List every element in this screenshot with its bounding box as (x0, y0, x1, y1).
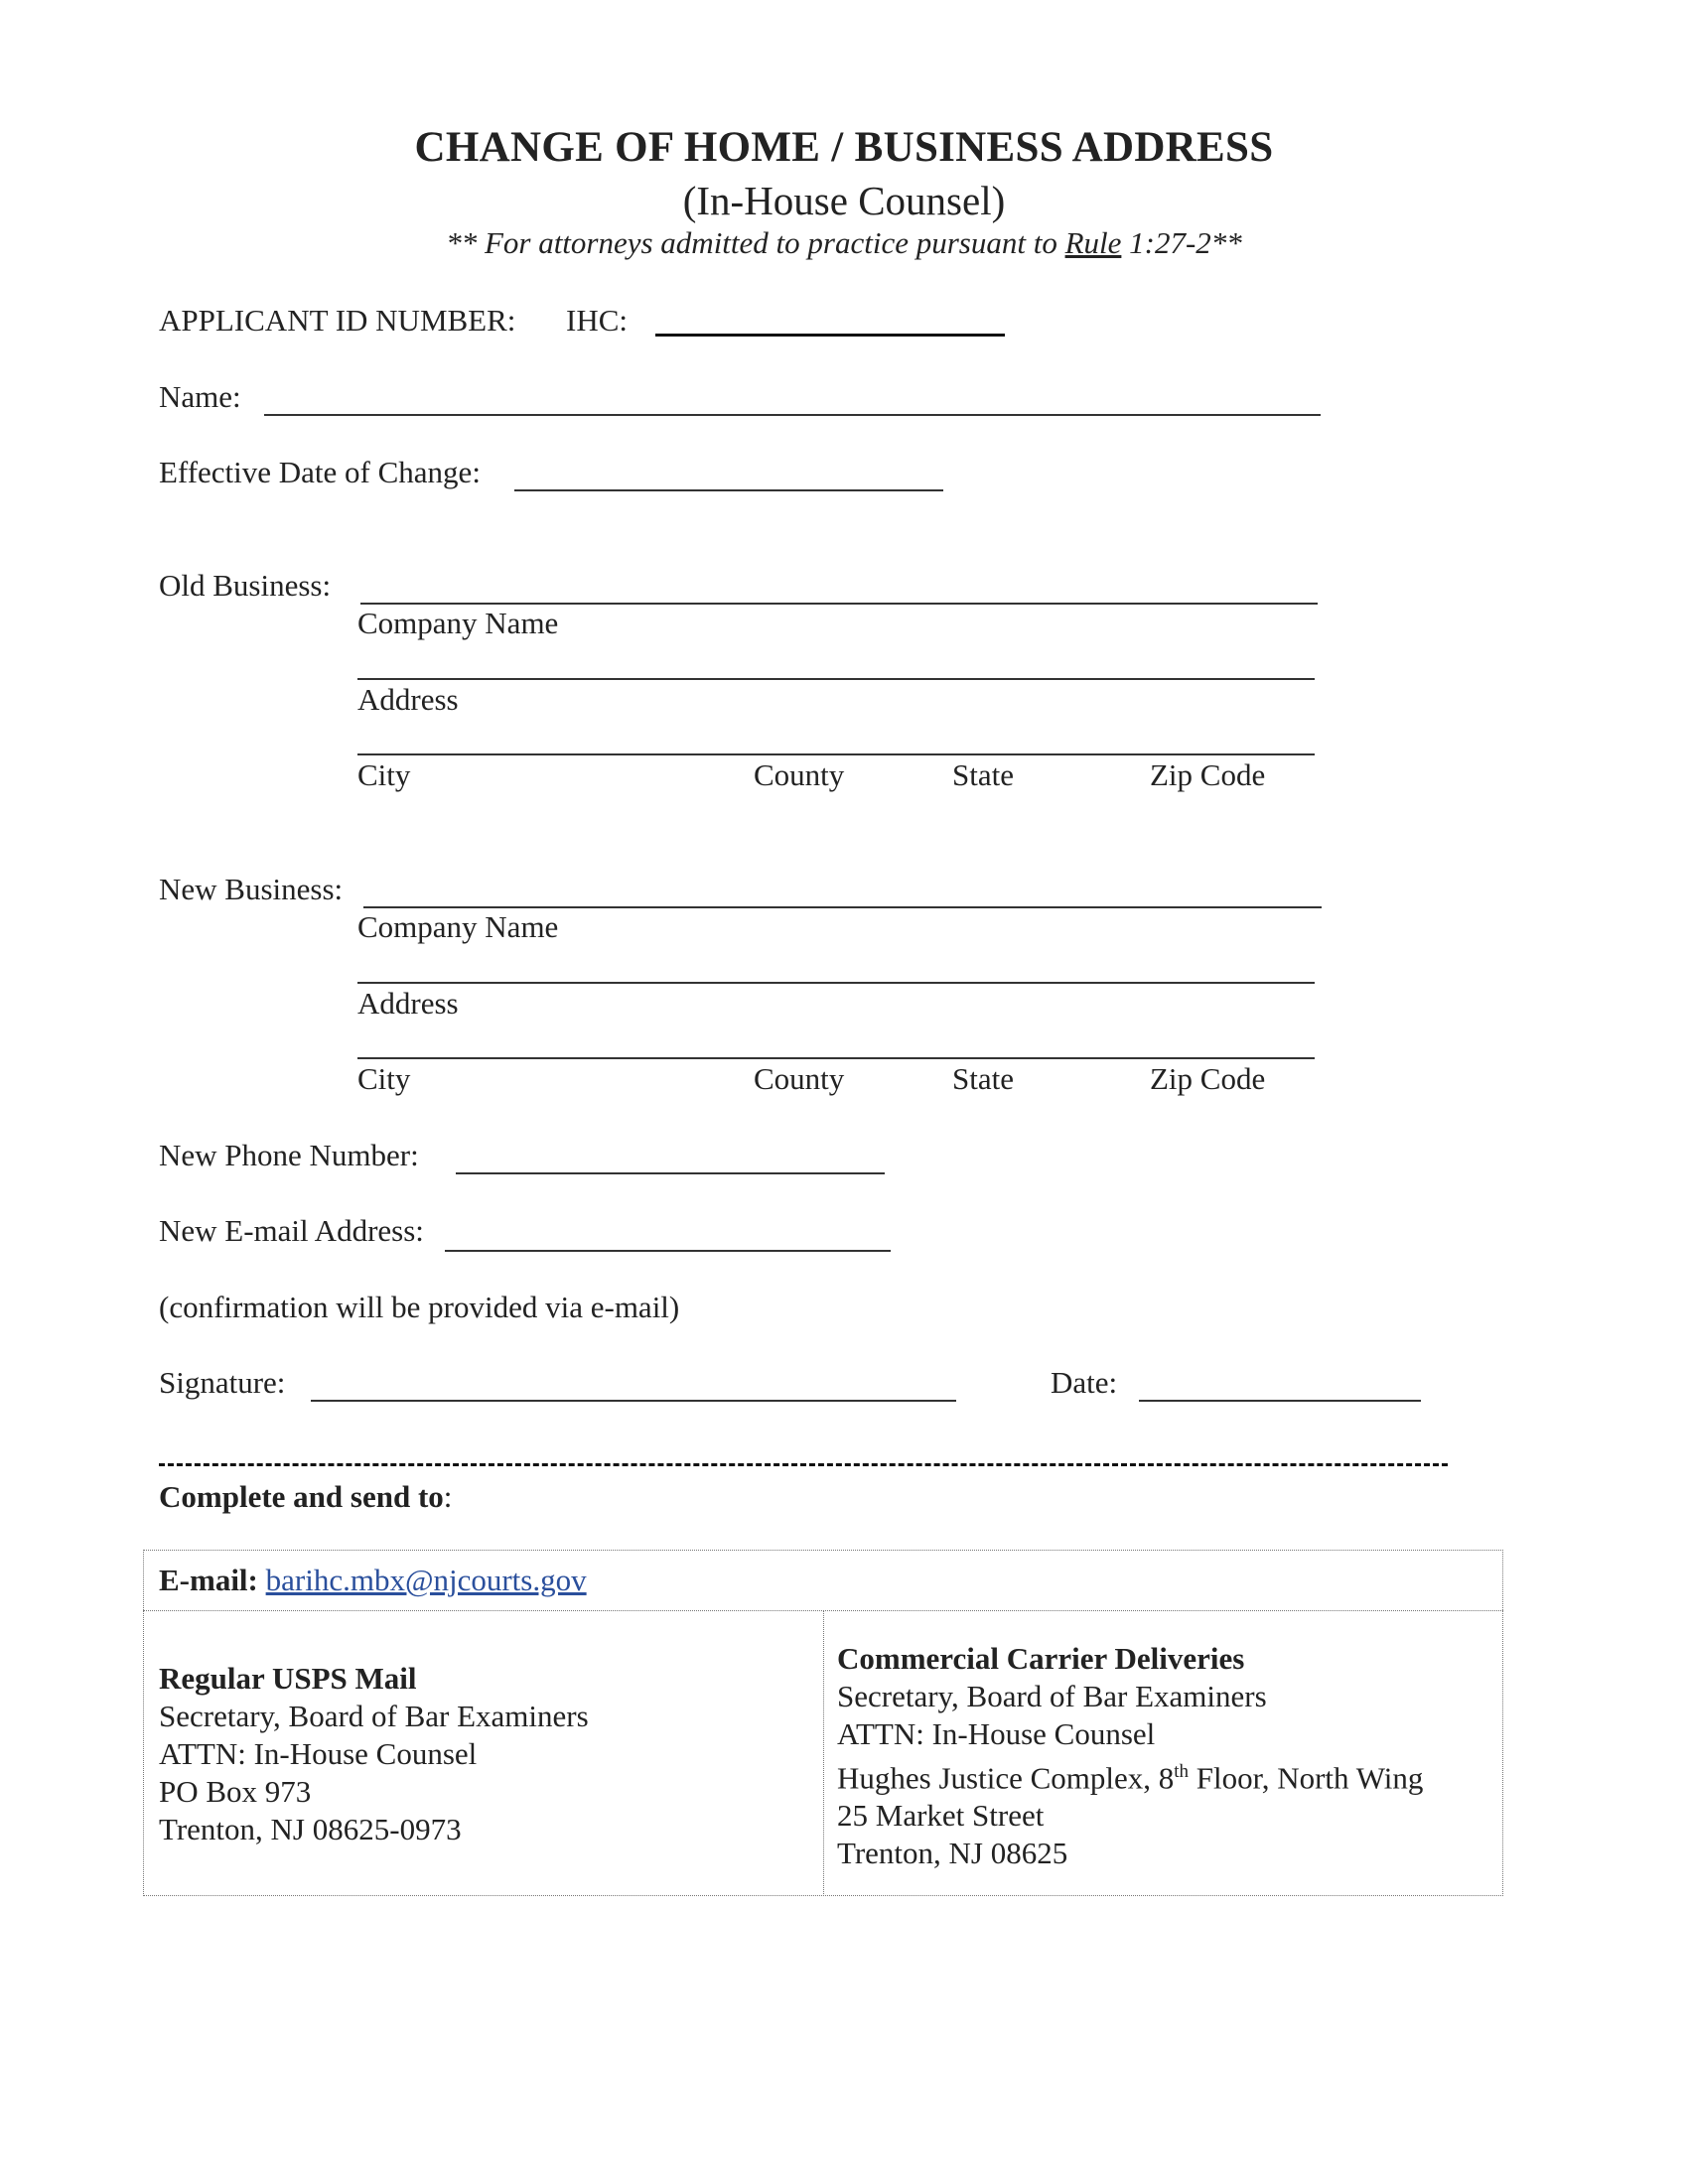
carrier-line3 (837, 1753, 1423, 1797)
column-divider (823, 1610, 824, 1896)
name-label: Name: (159, 379, 241, 414)
rule-note (0, 225, 1688, 261)
usps-line4: Trenton, NJ 08625-0973 (159, 1812, 462, 1846)
effective-date-field[interactable] (514, 489, 943, 491)
old-zip-caption: Zip Code (1150, 757, 1266, 792)
usps-address-block (159, 1660, 589, 1848)
confirmation-note: (confirmation will be provided via e-mail) (159, 1290, 680, 1324)
new-address-field[interactable] (357, 982, 1315, 984)
old-business-label: Old Business: (159, 568, 332, 603)
carrier-line3-sup: th (1174, 1761, 1190, 1782)
usps-line3: PO Box 973 (159, 1774, 312, 1809)
new-state-caption: State (952, 1061, 1014, 1096)
email-field[interactable] (445, 1250, 891, 1252)
carrier-title: Commercial Carrier Deliveries (837, 1641, 1245, 1676)
usps-line2: ATTN: In-House Counsel (159, 1736, 478, 1771)
ihc-label: IHC: (566, 303, 628, 338)
rule-note-rule: Rule (1064, 225, 1122, 260)
rule-note-suffix: 1:27-2** (1121, 225, 1242, 260)
new-county-caption: County (754, 1061, 845, 1096)
carrier-line2: ATTN: In-House Counsel (837, 1716, 1156, 1751)
send-email-label: E-mail: (159, 1563, 258, 1597)
carrier-line5: Trenton, NJ 08625 (837, 1836, 1068, 1871)
send-email-row (159, 1563, 587, 1598)
old-city-caption: City (357, 757, 411, 792)
date-label: Date: (1051, 1365, 1118, 1400)
new-company-name-caption: Company Name (357, 909, 559, 944)
old-address-field[interactable] (357, 678, 1315, 680)
carrier-line3-post: Floor, North Wing (1189, 1760, 1424, 1796)
email-label: New E-mail Address: (159, 1213, 424, 1248)
signature-field[interactable] (311, 1400, 956, 1402)
old-company-name-caption: Company Name (357, 606, 559, 640)
usps-title: Regular USPS Mail (159, 1661, 417, 1696)
name-field[interactable] (264, 414, 1321, 416)
carrier-line1: Secretary, Board of Bar Examiners (837, 1679, 1267, 1713)
carrier-line3-pre: Hughes Justice Complex, 8 (837, 1760, 1175, 1796)
send-to-heading (159, 1479, 452, 1515)
send-to-heading-colon: : (443, 1479, 453, 1514)
new-city-caption: City (357, 1061, 411, 1096)
old-city-state-zip-field[interactable] (357, 753, 1315, 755)
applicant-id-field[interactable] (655, 334, 1005, 337)
new-zip-caption: Zip Code (1150, 1061, 1266, 1096)
new-company-name-field[interactable] (363, 906, 1322, 908)
new-address-caption: Address (357, 986, 459, 1021)
send-to-heading-text: Complete and send to (159, 1479, 444, 1514)
cut-line-divider (159, 1463, 1448, 1466)
usps-line1: Secretary, Board of Bar Examiners (159, 1699, 589, 1733)
phone-field[interactable] (456, 1172, 885, 1174)
carrier-line4: 25 Market Street (837, 1798, 1045, 1834)
send-email-link[interactable]: barihc.mbx@njcourts.gov (265, 1563, 587, 1597)
signature-label: Signature: (159, 1365, 286, 1400)
phone-label: New Phone Number: (159, 1138, 419, 1172)
applicant-id-label: APPLICANT ID NUMBER: (159, 303, 516, 338)
new-business-label: New Business: (159, 872, 344, 906)
old-company-name-field[interactable] (360, 603, 1318, 605)
date-field[interactable] (1139, 1400, 1421, 1402)
old-state-caption: State (952, 757, 1014, 792)
old-county-caption: County (754, 757, 845, 792)
old-address-caption: Address (357, 682, 459, 717)
effective-date-label: Effective Date of Change: (159, 455, 481, 489)
new-city-state-zip-field[interactable] (357, 1057, 1315, 1059)
carrier-address-block (837, 1640, 1423, 1872)
form-subtitle: (In-House Counsel) (682, 178, 1006, 223)
rule-note-prefix: ** For attorneys admitted to practice pursuant to (446, 225, 1065, 260)
form-title: CHANGE OF HOME / BUSINESS ADDRESS (414, 124, 1274, 171)
